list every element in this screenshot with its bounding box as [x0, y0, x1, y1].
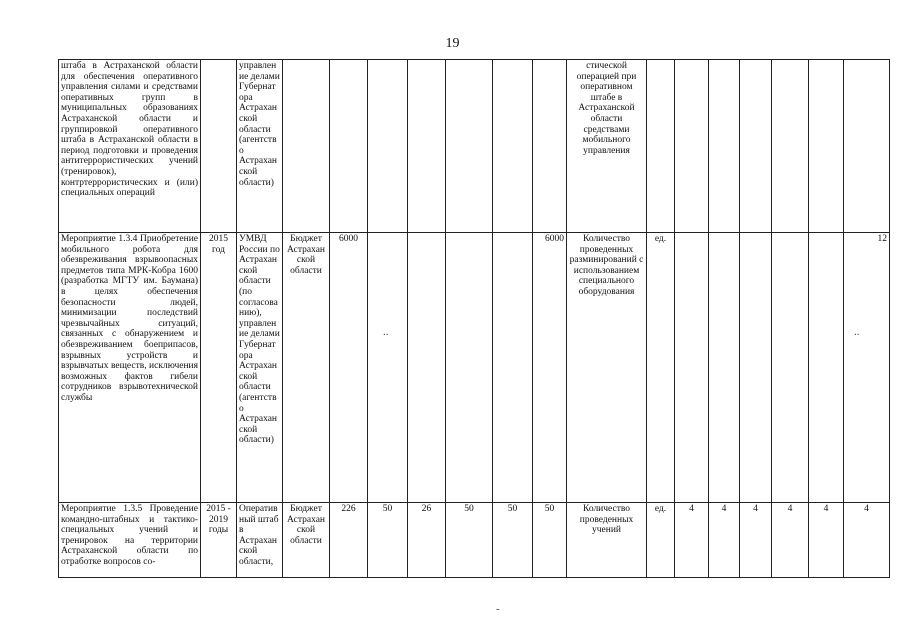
funding-year-3 — [446, 60, 493, 233]
indicator-value-3 — [740, 233, 772, 503]
activity-executor: УМВД России по Астраханской области (по согласованию), управление делами Губернатора Астраханской области (агентство Астраханской области) — [237, 233, 283, 503]
indicator-value-3 — [740, 60, 772, 233]
funding-year-2: 26 — [408, 503, 446, 578]
funding-year-4 — [493, 233, 533, 503]
table-row — [59, 233, 890, 503]
indicator-value-5: 4 — [809, 503, 844, 578]
funding-year-3: 50 — [446, 503, 493, 578]
funding-total: 6000 — [330, 233, 368, 503]
activity-executor: Оперативный штаб в Астраханской области, — [237, 503, 283, 578]
indicator-value-4 — [772, 60, 809, 233]
indicator-value-4 — [772, 233, 809, 503]
indicator-value-6: 12 — [844, 233, 890, 503]
indicator-value-5 — [809, 60, 844, 233]
funding-year-2 — [408, 60, 446, 233]
funding-source: Бюджет Астраханской области — [283, 233, 330, 503]
funding-year-1 — [368, 60, 408, 233]
indicator-value-1 — [675, 233, 709, 503]
funding-year-4 — [493, 60, 533, 233]
funding-year-2 — [408, 233, 446, 503]
activity-description: штаба в Астраханской области для обеспечения оперативного управления силами и средствами оперативных групп в муниципальных образованиях Астраханской области и группировкой оперативного штаба в Астраханской области в период подготовки и проведения антитеррористических учений (тренировок), контртеррористических и (или) специальных операций — [59, 60, 201, 233]
program-activities-table — [58, 59, 890, 578]
indicator-name: Количество проведенных разминирований с использованием специального оборудования — [567, 233, 647, 503]
activity-period — [201, 60, 237, 233]
activity-description: Мероприятие 1.3.5 Проведение командно-штабных и тактико-специальных учений и тренировок на территории Астраханской области по отработке вопросов со- — [59, 503, 201, 578]
scan-mark: .. — [854, 326, 860, 338]
indicator-unit: ед. — [647, 233, 675, 503]
indicator-value-6 — [844, 60, 890, 233]
funding-year-1: 50 — [368, 503, 408, 578]
indicator-value-2: 4 — [709, 503, 740, 578]
funding-year-3 — [446, 233, 493, 503]
funding-year-4: 50 — [493, 503, 533, 578]
indicator-value-2 — [709, 233, 740, 503]
page-number: 19 — [445, 36, 460, 51]
funding-total: 226 — [330, 503, 368, 578]
table-row — [59, 60, 890, 233]
indicator-unit: ед. — [647, 503, 675, 578]
indicator-value-1 — [675, 60, 709, 233]
funding-year-5: 50 — [533, 503, 567, 578]
funding-year-5 — [533, 60, 567, 233]
activity-period: 2015 год — [201, 233, 237, 503]
funding-source: Бюджет Астраханской области — [283, 503, 330, 578]
indicator-value-1: 4 — [675, 503, 709, 578]
indicator-value-4: 4 — [772, 503, 809, 578]
indicator-unit — [647, 60, 675, 233]
activity-executor: управление делами Губернатора Астраханской области (агентство Астраханской области) — [237, 60, 283, 233]
activity-description: Мероприятие 1.3.4 Приобретение мобильного робота для обезвреживания взрывоопасных предметов типа МРК-Кобра 1600 (разработка МГТУ им. Баумана) в целях обеспечения безопасности людей, минимизации последствий чрезвычайных ситуаций, связанных с обнаружением и обезвреживанием боеприпасов, взрывных устройств и взрывчатых веществ, исключения возможных фактов гибели сотрудников взрывотехнической службы — [59, 233, 201, 503]
indicator-value-3: 4 — [740, 503, 772, 578]
table-row — [59, 503, 890, 578]
scan-mark: .. — [383, 326, 389, 338]
activity-period: 2015 - 2019 годы — [201, 503, 237, 578]
indicator-name: Количество проведенных учений — [567, 503, 647, 578]
indicator-value-5 — [809, 233, 844, 503]
scan-mark: - — [496, 603, 500, 615]
indicator-name: стической операцией при оперативном штабе в Астраханской области средствами мобильного управления — [567, 60, 647, 233]
funding-source — [283, 60, 330, 233]
funding-year-1 — [368, 233, 408, 503]
funding-total — [330, 60, 368, 233]
funding-year-5: 6000 — [533, 233, 567, 503]
indicator-value-6: 4 — [844, 503, 890, 578]
indicator-value-2 — [709, 60, 740, 233]
